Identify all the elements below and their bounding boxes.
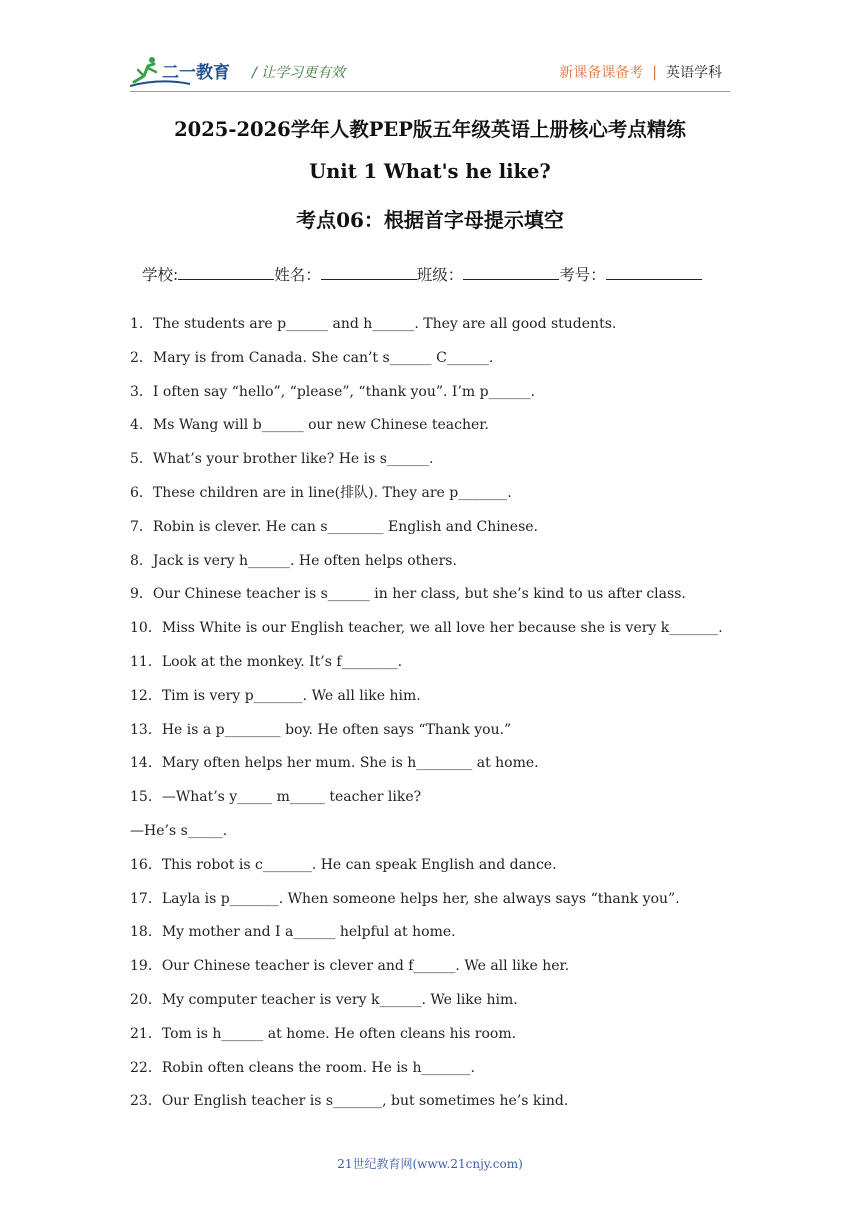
question-item: 8．Jack is very h______. He often helps others. xyxy=(130,552,457,569)
question-item: 11．Look at the monkey. It’s f________. xyxy=(130,653,403,670)
question-item: 13．He is a p________ boy. He often says “Thank you.” xyxy=(130,721,512,738)
question-answer-line: —He’s s_____. xyxy=(130,822,228,839)
question-item: 5．What’s your brother like? He is s______. xyxy=(130,451,434,468)
page-header xyxy=(130,52,730,92)
school-label: 学校: xyxy=(142,266,179,284)
class-label: 班级： xyxy=(416,266,464,284)
header-divider xyxy=(130,91,730,92)
question-item: 22．Robin often cleans the room. He is h_______. xyxy=(130,1059,475,1076)
question-list xyxy=(130,315,750,1126)
student-info-line xyxy=(142,263,702,285)
header-subject-label: 英语学科 xyxy=(666,65,722,81)
header-subject xyxy=(559,62,722,82)
question-item: 10．Miss White is our English teacher, we all love her because she is very k_______. xyxy=(130,620,723,637)
header-separator: | xyxy=(652,65,657,81)
question-item: 14．Mary often helps her mum. She is h________ at home. xyxy=(130,755,539,772)
question-item: 2．Mary is from Canada. She can’t s______ C______. xyxy=(130,349,494,366)
logo-text: 二一教育 xyxy=(162,63,230,83)
question-item: 17．Layla is p_______. When someone helps her, she always says “thank you”. xyxy=(130,890,680,907)
school-blank[interactable] xyxy=(178,265,274,280)
question-item: 16．This robot is c_______. He can speak English and dance. xyxy=(130,856,557,873)
name-blank[interactable] xyxy=(321,265,417,280)
question-item: 21．Tom is h______ at home. He often cleans his room. xyxy=(130,1025,517,1042)
question-item: 1．The students are p______ and h______. They are all good students. xyxy=(130,316,617,332)
question-item: 12．Tim is very p_______. We all like him. xyxy=(130,687,421,704)
name-label: 姓名： xyxy=(274,266,321,284)
header-category: 新课备课备考 xyxy=(559,65,644,81)
class-blank[interactable] xyxy=(463,265,559,280)
question-item: 20．My computer teacher is very k______. We like him. xyxy=(130,991,518,1008)
question-item: 18．My mother and I a______ helpful at home. xyxy=(130,924,456,941)
question-item: 9．Our Chinese teacher is s______ in her class, but she’s kind to us after class. xyxy=(130,586,686,603)
question-item: 23．Our English teacher is s_______, but sometimes he’s kind. xyxy=(130,1093,569,1110)
question-item: 6．These children are in line(排队). They are p_______. xyxy=(130,484,512,501)
exam-number-blank[interactable] xyxy=(606,265,702,280)
document-title: 2025-2026学年人教PEP版五年级英语上册核心考点精练 xyxy=(174,118,686,141)
page-footer: 21世纪教育网(www.21cnjy.com) xyxy=(337,1157,523,1171)
unit-title: Unit 1 What's he like? xyxy=(309,160,551,183)
question-item: 7．Robin is clever. He can s________ English and Chinese. xyxy=(130,518,538,535)
question-item: 3．I often say “hello”, “please”, “thank you”. I’m p______. xyxy=(130,383,536,400)
question-item: 15．—What’s y_____ m_____ teacher like? xyxy=(130,789,422,806)
header-slogan: / 让学习更有效 xyxy=(252,65,346,81)
question-item: 19．Our Chinese teacher is clever and f______. We all like her. xyxy=(130,958,570,975)
topic-title: 考点06：根据首字母提示填空 xyxy=(296,208,564,232)
exam-number-label: 考号： xyxy=(559,266,606,284)
question-item: 4．Ms Wang will b______ our new Chinese teacher. xyxy=(130,417,489,434)
